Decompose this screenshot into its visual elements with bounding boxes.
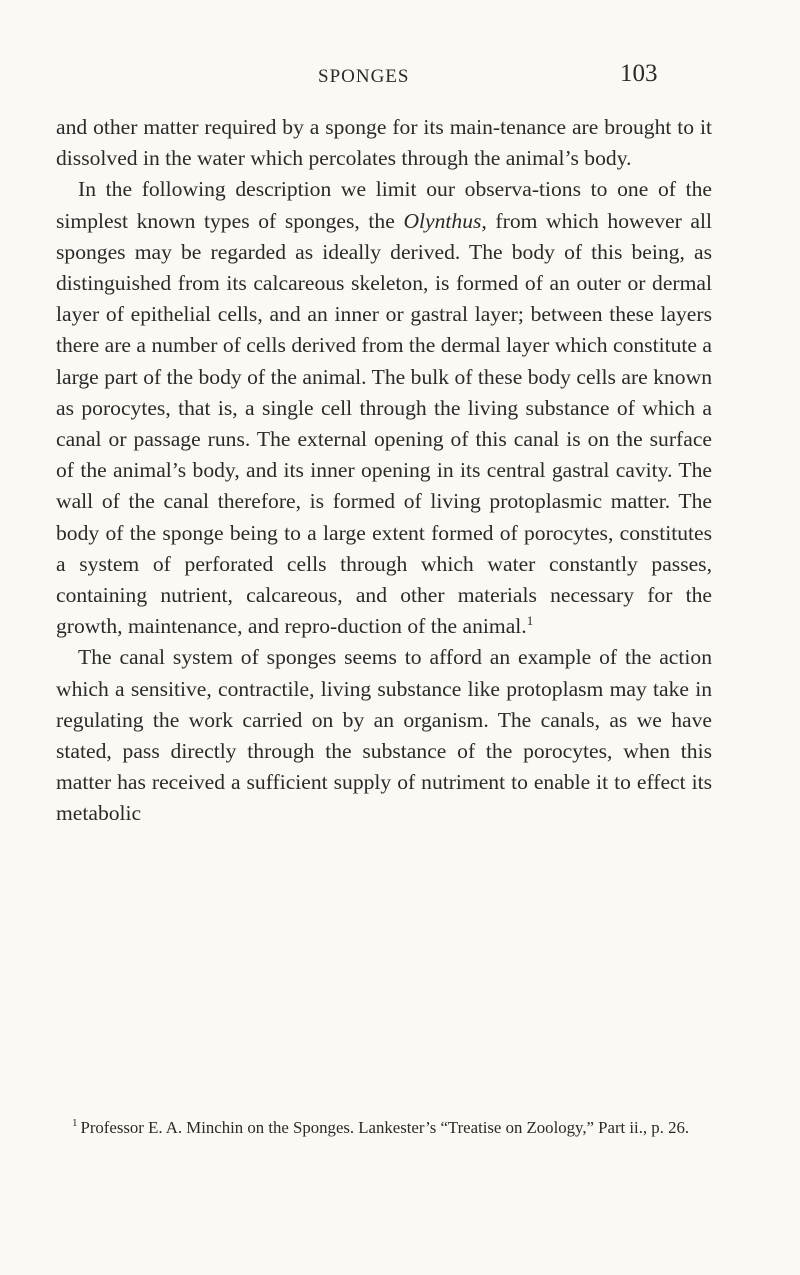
footnote <box>56 1118 712 1137</box>
page-number: 103 <box>620 60 658 87</box>
paragraph-3: The canal system of sponges seems to afford an example of the action which a sensitive, contractile, living substance like protoplasm may take in regulating the work carried on by an organism. The canals, as we have stated, pass directly through the substance of the porocytes, when this matter has received a sufficient supply of nutriment to enable it to effect its metabolic <box>56 645 712 826</box>
running-title: SPONGES <box>318 66 410 87</box>
body-text <box>56 112 712 830</box>
paragraph-2-part-b: from which however all sponges may be regarded as ideally derived. The body of this being, as distinguished from its calcareous skeleton, is formed of an outer or dermal layer of epithelial cells, and an inner or gastral layer; between these layers there are a number of cells derived from the dermal layer which constitute a large part of the body of the animal. The bulk of these body cells are known as porocytes, that is, a single cell through the living substance of which a canal or passage runs. The external opening of this canal is on the surface of the animal’s body, and its inner opening in its central gastral cavity. The wall of the canal therefore, is formed of living protoplasmic matter. The body of the sponge being to a large extent formed of porocytes, constitutes a system of perforated cells through which water constantly passes, containing nutrient, calcareous, and other materials necessary for the growth, maintenance, and repro-duction of the animal. <box>56 208 712 639</box>
genus-name: Olynthus, <box>403 208 487 233</box>
running-head <box>0 60 800 94</box>
footnote-mark: 1 <box>72 1117 78 1130</box>
footnote-text: Professor E. A. Minchin on the Sponges. Lankester’s “Treatise on Zoology,” Part ii., p. 26. <box>80 1118 690 1137</box>
footnote-text-block <box>56 1118 712 1137</box>
paragraph-2 <box>56 174 712 642</box>
paragraph-1: and other matter required by a sponge for its main-tenance are brought to it dissolved in the water which percolates through the animal’s body. <box>56 115 712 171</box>
paragraph-2-part-a: In the following description we limit our observa-tions to one of the simplest known types of sponges, the <box>56 177 712 233</box>
footnote-reference: 1 <box>526 613 534 629</box>
